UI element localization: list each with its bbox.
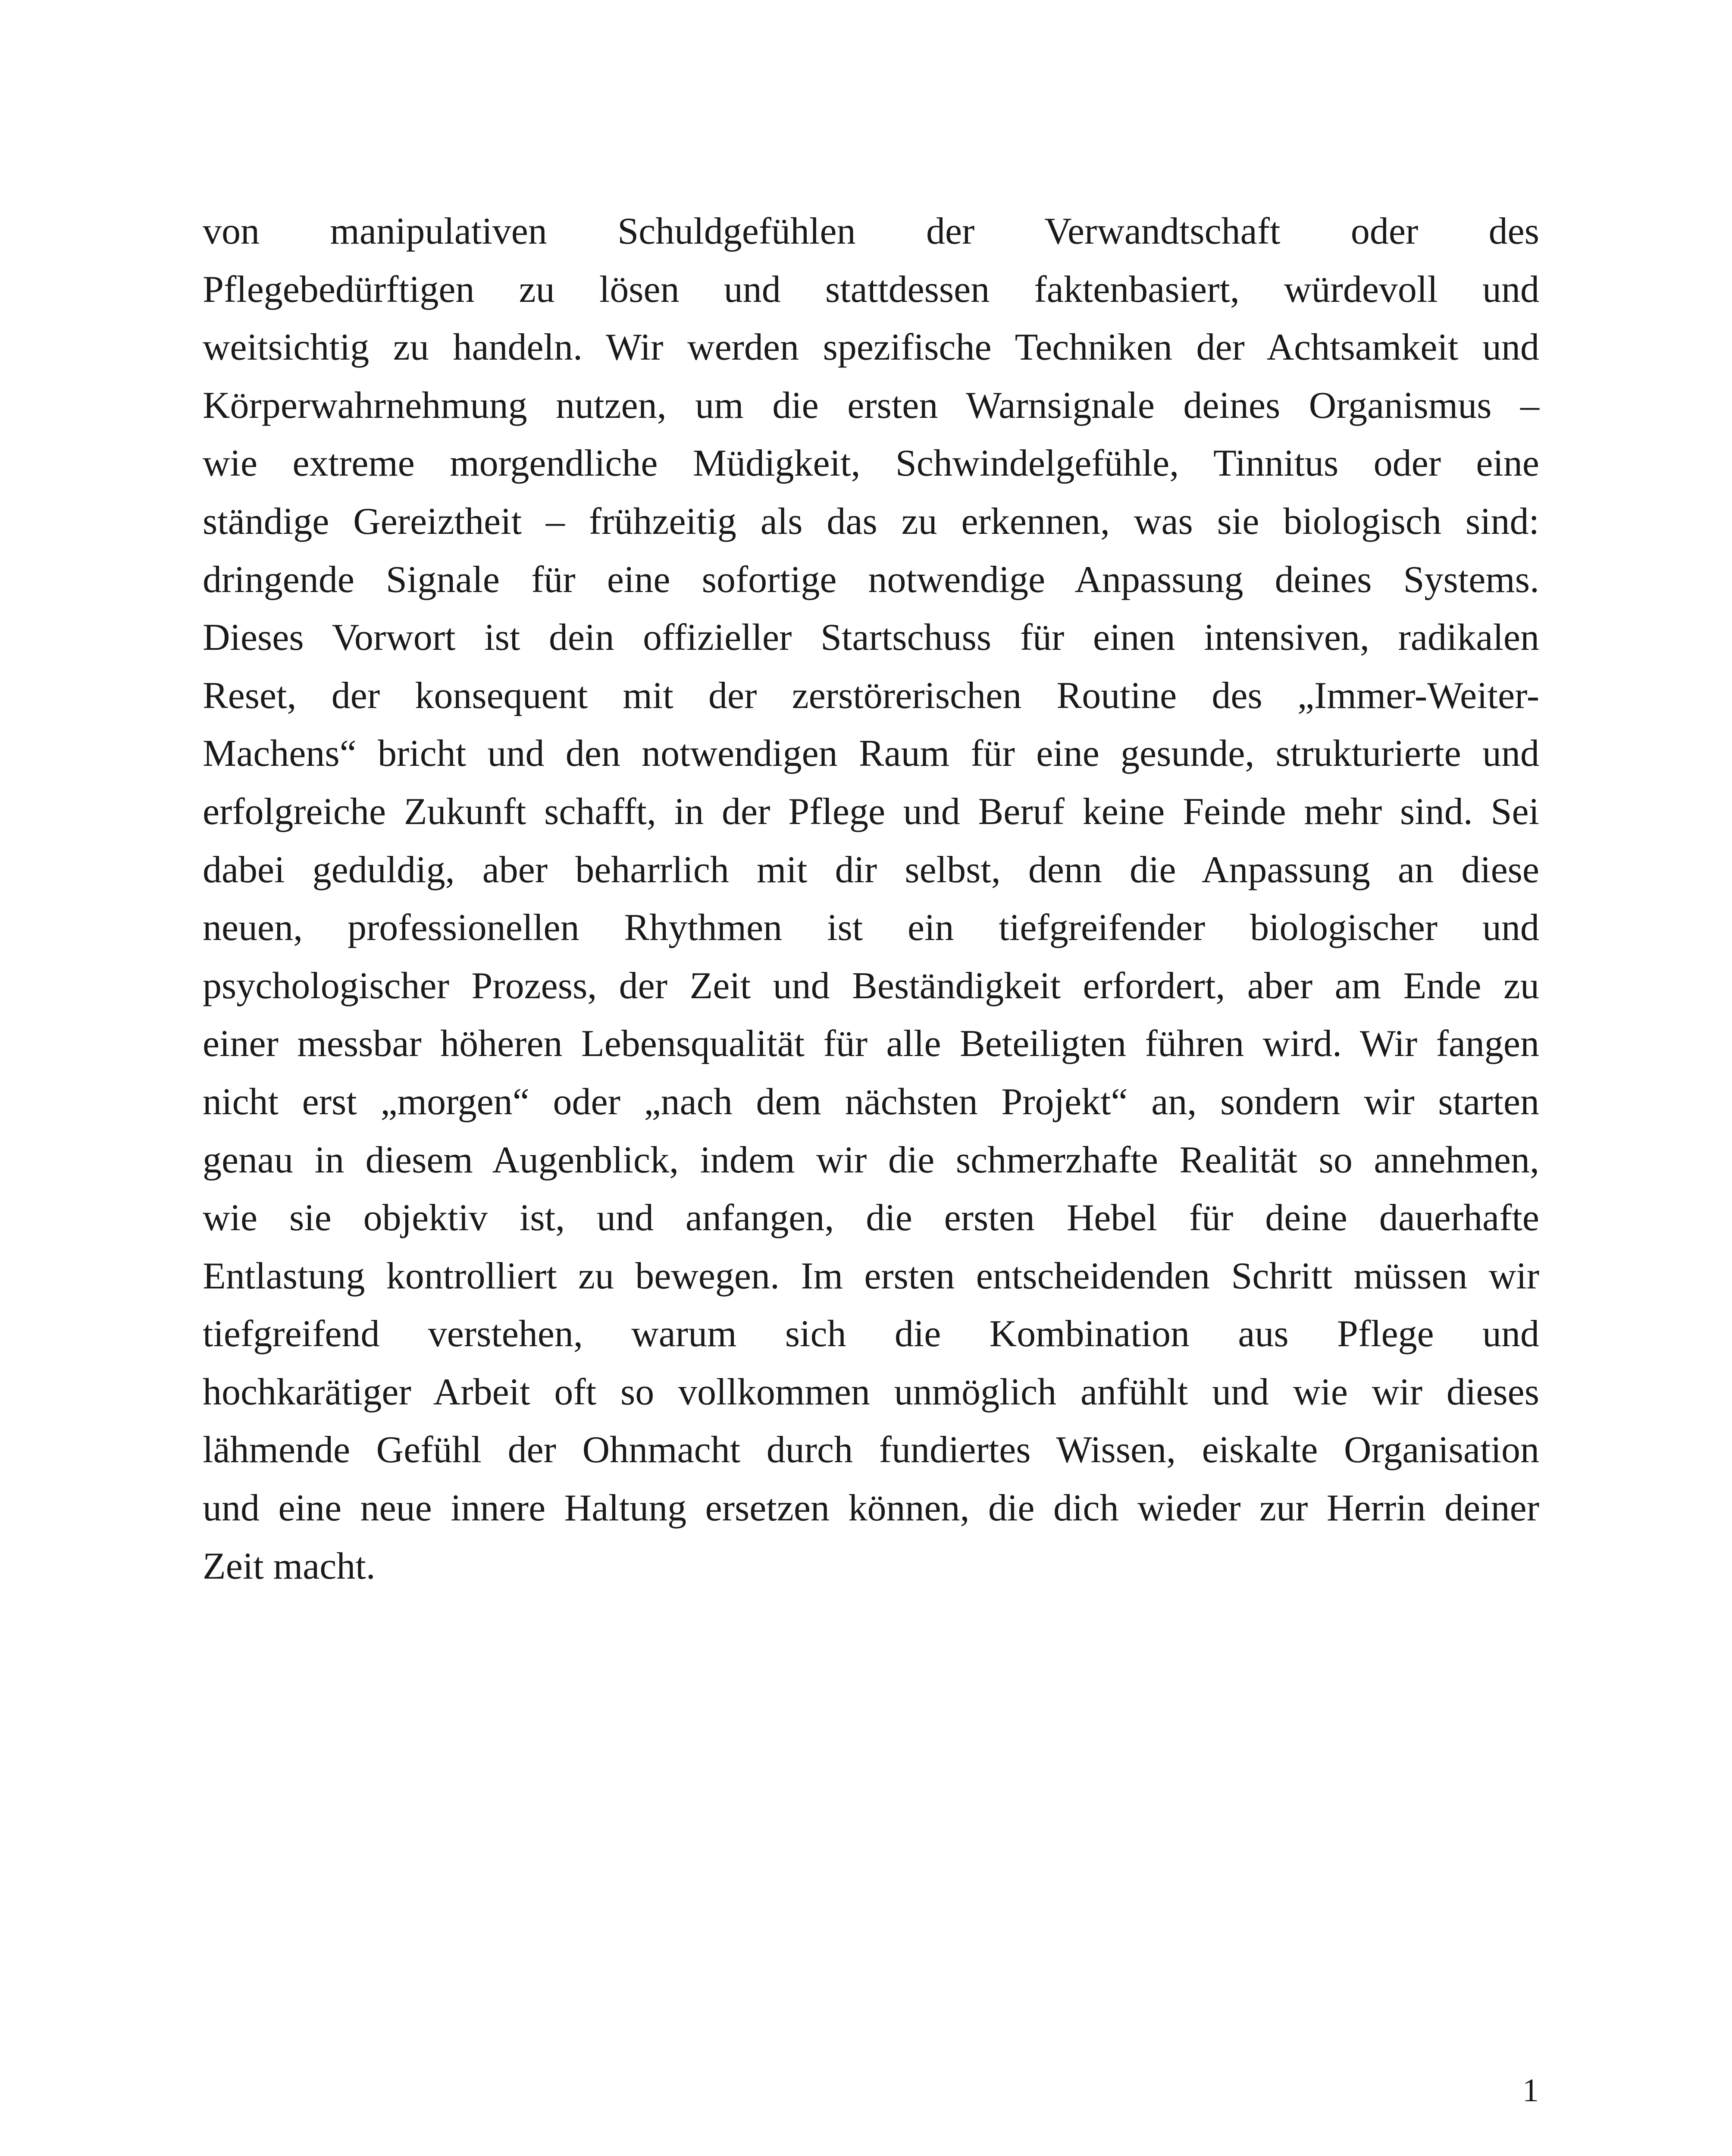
text-line: Pflegebedürftigen zu lösen und stattdessen faktenbasiert, würdevoll und [203, 268, 1539, 310]
text-line-last: Zeit macht. [203, 1545, 376, 1587]
text-line: wie sie objektiv ist, und anfangen, die ersten Hebel für deine dauerhafte [203, 1197, 1539, 1239]
text-line: einer messbar höheren Lebensqualität für alle Beteiligten führen wird. Wir fangen [203, 1023, 1539, 1065]
text-line: dringende Signale für eine sofortige notwendige Anpassung deines Systems. [203, 558, 1539, 601]
body-paragraph [203, 203, 1539, 1595]
page-number: 1 [1522, 2072, 1539, 2109]
text-line: von manipulativen Schuldgefühlen der Verwandtschaft oder des [203, 210, 1539, 252]
text-line: Reset, der konsequent mit der zerstörerischen Routine des „Immer-Weiter- [203, 674, 1539, 717]
text-line: erfolgreiche Zukunft schafft, in der Pflege und Beruf keine Feinde mehr sind. Sei [203, 790, 1539, 833]
text-line: hochkarätiger Arbeit oft so vollkommen unmöglich anfühlt und wie wir dieses [203, 1371, 1539, 1413]
text-line: psychologischer Prozess, der Zeit und Beständigkeit erfordert, aber am Ende zu [203, 965, 1539, 1007]
text-line: Dieses Vorwort ist dein offizieller Startschuss für einen intensiven, radikalen [203, 617, 1539, 659]
text-line: genau in diesem Augenblick, indem wir die schmerzhafte Realität so annehmen, [203, 1139, 1539, 1181]
text-line: Entlastung kontrolliert zu bewegen. Im ersten entscheidenden Schritt müssen wir [203, 1255, 1539, 1297]
text-line: und eine neue innere Haltung ersetzen können, die dich wieder zur Herrin deiner [203, 1487, 1539, 1529]
text-line: lähmende Gefühl der Ohnmacht durch fundiertes Wissen, eiskalte Organisation [203, 1429, 1539, 1471]
text-line: nicht erst „morgen“ oder „nach dem nächsten Projekt“ an, sondern wir starten [203, 1081, 1539, 1123]
text-line: dabei geduldig, aber beharrlich mit dir selbst, denn die Anpassung an diese [203, 849, 1539, 891]
text-line: wie extreme morgendliche Müdigkeit, Schwindelgefühle, Tinnitus oder eine [203, 442, 1539, 485]
text-line: weitsichtig zu handeln. Wir werden spezifische Techniken der Achtsamkeit und [203, 326, 1539, 369]
text-line: neuen, professionellen Rhythmen ist ein tiefgreifender biologischer und [203, 907, 1539, 949]
text-line: Machens“ bricht und den notwendigen Raum für eine gesunde, strukturierte und [203, 733, 1539, 775]
text-line: ständige Gereiztheit – frühzeitig als das zu erkennen, was sie biologisch sind: [203, 500, 1539, 542]
text-line: Körperwahrnehmung nutzen, um die ersten Warnsignale deines Organismus – [203, 384, 1539, 426]
text-line: tiefgreifend verstehen, warum sich die Kombination aus Pflege und [203, 1313, 1539, 1355]
